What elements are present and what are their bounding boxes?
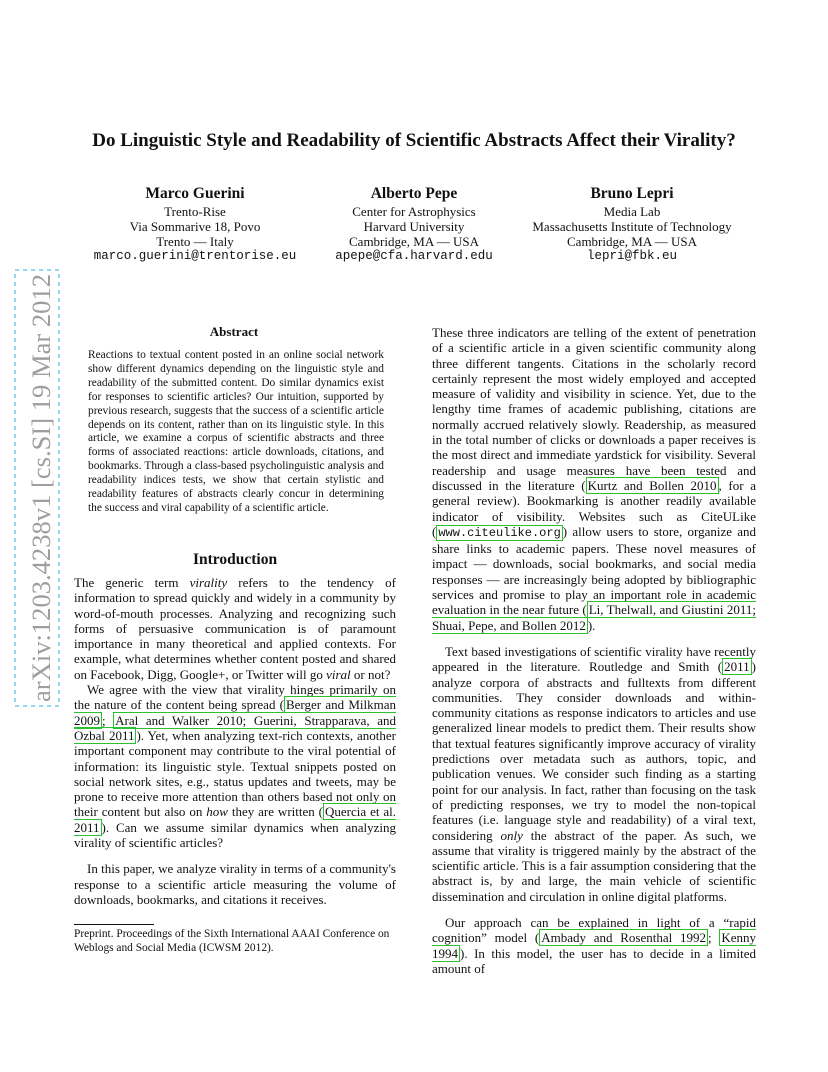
arxiv-identifier-stamp [12,268,62,708]
citation-link[interactable]: 2011 [724,659,750,675]
citation-link[interactable]: Li, Thelwall, and Giustini 2011; Shuai, Pepe, and Bollen 2012 [432,602,756,633]
intro-paragraph-1: The generic term virality refers to the tendency of information to spread quickly and widely in a community by word-of-mouth processes. Analyzing and recognizing such forms of persuasive communication is of paramount importance in many theoretical and applied contexts. For example, what determines whether content posted and shared on Facebook, Digg, Google+, or Twitter will go viral or not? [74,575,396,682]
body-paragraph-2: Text based investigations of scientific virality have recently appeared in the literature. Routledge and Smith ( 2011 ) analyze corpora of abstracts and fulltexts from different communities. They consider downloads and within-community citations as response indicators to articles and use generalized linear models to predict them. Their results show that textual features significantly improve accuracy of virality predictions over metadata such as authors, topic, and publication venues. We consider such finding as a starting point for our analysis. In fact, rather than focusing on the task of predicting responses, we try to model the non-topical features (i.e. language style and readability) of a viral text, considering only the abstract of the paper. As such, we assume that virality is triggered mainly by the abstract of the scientific article. This is a fair assumption considering that the abstract is, by and large, the main vehicle of scientific dissemination and circulation in online digital platforms. [432,643,756,904]
author-block-3 [502,184,762,264]
author-affiliation: Trento-Rise [164,204,226,219]
author-location: Trento — Italy [156,234,234,249]
abstract-heading: Abstract [209,324,259,339]
author-name: Bruno Lepri [590,185,674,202]
abstract-text: Reactions to textual content posted in an online social network show different dynamics depending on the linguistic style and readability of the submitted content. Do similar dynamics exist for responses to scientific articles? Our intuition, supported by previous research, suggests that the success of a scientific article depends on its content, rather than on its linguistic style. In this article, we examine a corpus of scientific abstracts and three forms of associated reactions: article downloads, citations, and bookmarks. Through a class-based psycholinguistic analysis and readability indices tests, we show that certain stylistic and readability features of abstracts clearly concur in determining the success and viral capability of a scientific article. [88,349,384,514]
body-paragraph-3: Our approach can be explained in light of a “rapid cognition” model ( Ambady and Rosenthal 1992 ; Kenny 1994 ). In this model, the user has to decide in a limited amount of [432,914,756,976]
author-location: Cambridge, MA — USA [349,234,479,249]
author-affiliation: Media Lab [603,204,661,219]
citation-link[interactable]: Aral and Walker 2010; Guerini, Strapparava, and Ozbal 2011 [74,712,396,743]
introduction-heading: Introduction [192,551,278,568]
citation-link[interactable]: Kenny 1994 [432,930,756,961]
citation-link[interactable]: Ambady and Rosenthal 1992 [541,930,706,946]
left-column-body [74,575,396,907]
footnote-text: Preprint. Proceedings of the Sixth International AAAI Conference on Weblogs and Social Media (ICWSM 2012). [74,928,390,954]
author-email: lepri@fbk.eu [586,249,677,263]
author-email: marco.guerini@trentorise.eu [93,249,297,263]
citation-link[interactable]: Quercia et al. 2011 [74,804,397,835]
footnote-rule [74,924,154,925]
intro-paragraph-2: We agree with the view that virality hinges primarily on the nature of the content being spread ( Berger and Milkman 2009 ; Aral and Walker 2010; Guerini, Strapparava, and Ozbal 2011 ). Yet, when analyzing text-rich contexts, another important component may contribute to the viral potential of information: its linguistic style. Textual snippets posted on social network sites, e.g., status updates and tweets, may be prone to receive more attention than others based not only on their content but also on how they are written ( Quercia et al. 2011 ). Can we assume similar dynamics when analyzing virality of scientific articles? [74,682,397,851]
url-link[interactable]: www.citeulike.org [438,525,561,540]
citation-link[interactable]: Kurtz and Bollen 2010 [587,477,717,493]
body-paragraph-1: These three indicators are telling of the extent of penetration of a scientific article in a given scientific community along three different tangents. Citations in the scholarly record certainly represent the most widely employed and accepted measure of validity and visibility in science. Yet, due to the lengthy time frames of academic publishing, citations are normally accrued relatively slowly. Readership, as measured in the total number of clicks or downloads a paper receives is the most direct and immediate yardstick for visibility. Several readership and usage measures have been tested and discussed in the literature ( Kurtz and Bollen 2010 , for a general review). Bookmarking is another readily available indicator of visibility. Websites such as CiteULike ( www.citeulike.org ) allow users to store, organize and share links to academic papers. These novel measures of impact — downloads, social bookmarks, and social media responses — are increasingly being adopted by bibliographic services and promise to play an important role in academic evaluation in the near future ( Li, Thelwall, and Giustini 2011; Shuai, Pepe, and Bollen 2012 ). [432,325,756,633]
citation-link[interactable]: Berger and Milkman 2009 [74,697,396,728]
stamp-text: arXiv:1203.4238v1 [cs.SI] 19 Mar 2012 [27,283,56,702]
author-address: Massachusetts Institute of Technology [532,219,732,234]
paper-title: Do Linguistic Style and Readability of Scientific Abstracts Affect their Virality? [92,130,736,151]
author-name: Alberto Pepe [370,185,458,202]
author-address: Via Sommarive 18, Povo [129,219,261,234]
author-location: Cambridge, MA — USA [567,234,697,249]
author-email: apepe@cfa.harvard.edu [335,249,493,263]
author-name: Marco Guerini [145,185,245,202]
author-affiliation: Center for Astrophysics [352,204,476,219]
intro-paragraph-3: In this paper, we analyze virality in terms of a community's response to a scientific article measuring the volume of downloads, bookmarks, and citations it receives. [74,861,396,907]
author-address: Harvard University [363,219,465,234]
right-column-body [432,325,756,976]
